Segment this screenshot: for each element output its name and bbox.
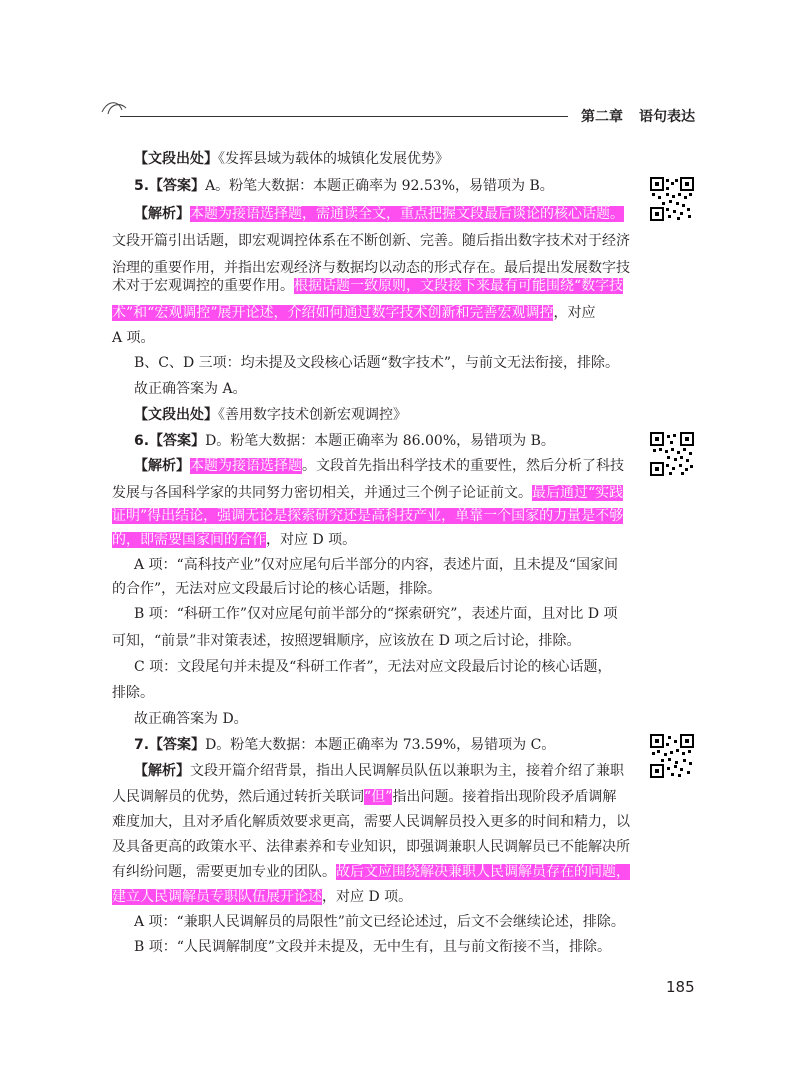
text-line: B、C、D 三项：均未提及文段核心话题“数字技术”，与前文无法衔接，排除。 — [134, 355, 619, 371]
analysis-line: 【解析】本题为接语选择题，需通读全文，重点把握文段最后谈论的核心话题。 — [134, 206, 624, 222]
text-line: 可知，“前景”非对策表述，按照逻辑顺序，应该放在 D 项之后讨论，排除。 — [112, 633, 581, 649]
text-line: 建立人民调解员专职队伍展开论述，对应 D 项。 — [112, 889, 413, 905]
text-line: 故正确答案为 A。 — [134, 381, 247, 397]
text-line: A 项。 — [112, 330, 155, 346]
text-line: 发展与各国科学家的共同努力密切相关，并通过三个例子论证前文。最后通过“实践 — [112, 485, 624, 501]
qr-code-icon[interactable] — [650, 734, 694, 778]
highlight: 证明”得出结论，强调无论是探索研究还是高科技产业，单靠一个国家的力量是不够 — [112, 508, 624, 524]
highlight: 故后文应围绕解决兼职人民调解员存在的问题， — [336, 864, 630, 880]
text-line: C 项：文段尾句并未提及“科研工作者”，无法对应文段最后讨论的核心话题， — [134, 659, 612, 675]
text-line: B 项：“科研工作”仅对应尾句前半部分的“探索研究”，表述片面，且对比 D 项 — [134, 606, 618, 622]
analysis-line: 【解析】文段开篇介绍背景，指出人民调解员队伍以兼职为主，接着介绍了兼职 — [134, 763, 624, 779]
highlight: 的，即需要国家间的合作 — [112, 532, 266, 548]
highlight: 建立人民调解员专职队伍展开论述 — [112, 889, 322, 905]
source-line: 【文段出处】《善用数字技术创新宏观调控》 — [134, 407, 407, 423]
answer-line: 7.【答案】D。粉笔大数据：本题正确率为 73.59%，易错项为 C。 — [134, 737, 556, 753]
text-line: 及具备更高的政策水平、法律素养和专业知识，即强调兼职人民调解员已不能解决所 — [112, 839, 630, 855]
chapter-number: 第二章 — [581, 109, 623, 125]
text-line: 治理的重要作用，并指出宏观经济与数据均以动态的形式存在。最后提出发展数字技 — [112, 260, 630, 276]
qr-code-icon[interactable] — [650, 177, 694, 221]
highlight: 最后通过“实践 — [532, 485, 624, 501]
text-line: A 项：“兼职人民调解员的局限性”前文已经论述过，后文不会继续论述，排除。 — [134, 914, 625, 930]
answer-line: 5.【答案】A。粉笔大数据：本题正确率为 92.53%，易错项为 B。 — [134, 178, 554, 194]
text-line: 的，即需要国家间的合作，对应 D 项。 — [112, 532, 357, 548]
text-line: 人民调解员的优势，然后通过转折关联词“但”指出问题。接着指出现阶段矛盾调解 — [112, 789, 617, 805]
analysis-line: 【解析】本题为接语选择题。文段首先指出科学技术的重要性，然后分析了科技 — [134, 458, 624, 474]
text-line: 排除。 — [112, 685, 154, 701]
qr-code-icon[interactable] — [650, 432, 694, 476]
text-line: B 项：“人民调解制度”文段并未提及，无中生有，且与前文衔接不当，排除。 — [134, 939, 612, 955]
text-line: 故正确答案为 D。 — [134, 711, 248, 727]
text-line: 术”和“宏观调控”展开论述，介绍如何通过数字技术创新和完善宏观调控，对应 — [112, 305, 596, 321]
source-line: 【文段出处】《发挥县域为载体的城镇化发展优势》 — [134, 151, 449, 167]
text-line: 术对于宏观调控的重要作用。根据话题一致原则，文段接下来最有可能围绕“数字技 — [112, 278, 624, 294]
text-line — [112, 507, 623, 525]
text-line: 文段开篇引出话题，即宏观调控体系在不断创新、完善。随后指出数字技术对于经济 — [112, 233, 630, 249]
highlight: 根据话题一致原则，文段接下来最有可能围绕“数字技 — [294, 278, 624, 294]
highlight: 本题为接语选择题，需通读全文，重点把握文段最后谈论的核心话题。 — [190, 206, 624, 222]
chapter-header — [581, 106, 711, 126]
page-number: 185 — [666, 978, 695, 996]
text-line: 的合作”，无法对应文段最后讨论的核心话题，排除。 — [112, 581, 442, 597]
header-rule — [120, 116, 568, 117]
answer-line: 6.【答案】D。粉笔大数据：本题正确率为 86.00%，易错项为 B。 — [134, 433, 555, 449]
chapter-title: 语句表达 — [639, 109, 695, 125]
text-line: 难度加大，且对矛盾化解质效要求更高，需要人民调解员投入更多的时间和精力，以 — [112, 814, 630, 830]
highlight: 本题为接语选择题 — [190, 458, 302, 474]
text-line: A 项：“高科技产业”仅对应尾句后半部分的内容，表述片面，且未提及“国家间 — [134, 557, 619, 573]
highlight: 术”和“宏观调控”展开论述，介绍如何通过数字技术创新和完善宏观调控 — [112, 305, 554, 321]
text-line: 有纠纷问题，需要更加专业的团队。故后文应围绕解决兼职人民调解员存在的问题， — [112, 864, 630, 880]
highlight: “但” — [364, 789, 393, 805]
